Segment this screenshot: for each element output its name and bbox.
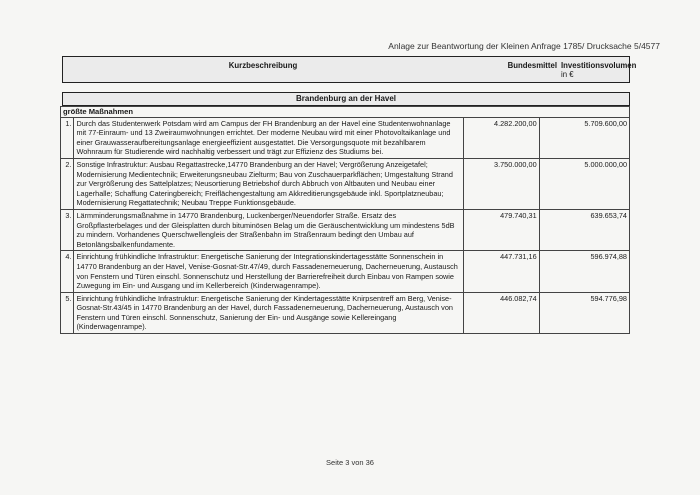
- table-row: [61, 158, 630, 209]
- group-row: [61, 107, 630, 118]
- column-header-unit: in €: [561, 70, 574, 79]
- row-investment-amount: 5.709.600,00: [539, 117, 629, 158]
- row-investment-amount: 594.776,98: [539, 292, 629, 333]
- page-footer: Seite 3 von 36: [326, 458, 374, 467]
- column-header-federal: Bundesmittel: [507, 61, 557, 70]
- row-description: Einrichtung frühkindliche Infrastruktur: Energetische Sanierung der Kindertagesstätte Knirpsentreff am Berg, Venise-Gosnat-Str.43/45 in 14770 Brandenburg an der Havel, durch Fassadenerneuerung, Dacherneuerung, Austausch von Fenstern und Türen einschl. Sonnenschutz, Sanierung der Ein- und Ausgänge sowie Kellereingang (Kinderwagenrampe).: [74, 292, 463, 333]
- table-row: [61, 117, 630, 158]
- table-row: [61, 251, 630, 292]
- group-label: größte Maßnahmen: [61, 107, 630, 118]
- row-description: Sonstige Infrastruktur: Ausbau Regattastrecke,14770 Brandenburg an der Havel; Vergrößerung Anzeigetafel; Modernisierung Medientechnik; Erweiterungsneubau Zielturm; Bau von Zuschauerparkflächen; Umgestaltung Strand zur Vergrößerung des Sattelplatzes; Neusortierung Betriebshof durch Abbruch von Altbauten und Neubau einer Lagerhalle; Schaffung Cateringbereich; Freiflächengestaltung am Akkreditierungsgebäude inkl. Sportplatzneubau; Modernisierung Regattatechnik; Neubau Treppe Funktionsgebäude.: [74, 158, 463, 209]
- row-investment-amount: 639.653,74: [539, 209, 629, 250]
- row-federal-amount: 447.731,16: [463, 251, 539, 292]
- row-federal-amount: 479.740,31: [463, 209, 539, 250]
- row-federal-amount: 3.750.000,00: [463, 158, 539, 209]
- row-federal-amount: 4.282.200,00: [463, 117, 539, 158]
- row-description: Durch das Studentenwerk Potsdam wird am Campus der FH Brandenburg an der Havel eine Studentenwohnanlage mit 77-Einraum- und 13 Zweiraumwohnungen errichtet. Der moderne Neubau wird mit einer Photovoltaikanlage und einer Grauwasseraufbereitungsanlage energieeffizient ausgestattet. Die Versorgungsquote mit bezahlbarem Wohnraum für Studierende wird nachhaltig verbessert und trägt zur Effizienz des Studiums bei.: [74, 117, 463, 158]
- column-header-investment-label: Investitionsvolumen: [561, 61, 637, 70]
- measures-table: [60, 106, 630, 334]
- row-number: 2.: [61, 158, 74, 209]
- row-investment-amount: 5.000.000,00: [539, 158, 629, 209]
- row-number: 5.: [61, 292, 74, 333]
- row-federal-amount: 446.082,74: [463, 292, 539, 333]
- column-header-description: Kurzbeschreibung: [228, 61, 298, 70]
- row-number: 4.: [61, 251, 74, 292]
- column-header-row: [62, 56, 637, 83]
- row-description: Lärmminderungsmaßnahme in 14770 Brandenburg, Luckenberger/Neuendorfer Straße. Ersatz des Großpflasterbelages und der Gleisplatten durch bituminösen Belag um die Geräuschentwicklung um mindestens 5dB zu mindern. Vorhandenes Querschwellengleis der Straßenbahn im Straßenraum bedingt den Umbau auf Betonlängsbalkenfundamente.: [74, 209, 463, 250]
- column-header-investment: [561, 61, 637, 79]
- section-title: Brandenburg an der Havel: [62, 92, 630, 106]
- row-number: 1.: [61, 117, 74, 158]
- table-row: [61, 292, 630, 333]
- row-number: 3.: [61, 209, 74, 250]
- row-investment-amount: 596.974,88: [539, 251, 629, 292]
- table-row: [61, 209, 630, 250]
- header-note: Anlage zur Beantwortung der Kleinen Anfrage 1785/ Drucksache 5/4577: [388, 41, 660, 51]
- row-description: Einrichtung frühkindliche Infrastruktur: Energetische Sanierung der Integrationskindertagesstätte Sonnenschein in 14770 Brandenburg an der Havel, Venise-Gosnat-Str.47/49, durch Fassadenerneuerung, Dacherneuerung, Austausch von Fenstern und Türen einschl. Sonnenschutz und Herstellung der Barrierefreiheit durch Einbau von Rampen sowie Zuwegung im Ein- und Ausgang und im Kellerbereich (Kinderwagenrampe).: [74, 251, 463, 292]
